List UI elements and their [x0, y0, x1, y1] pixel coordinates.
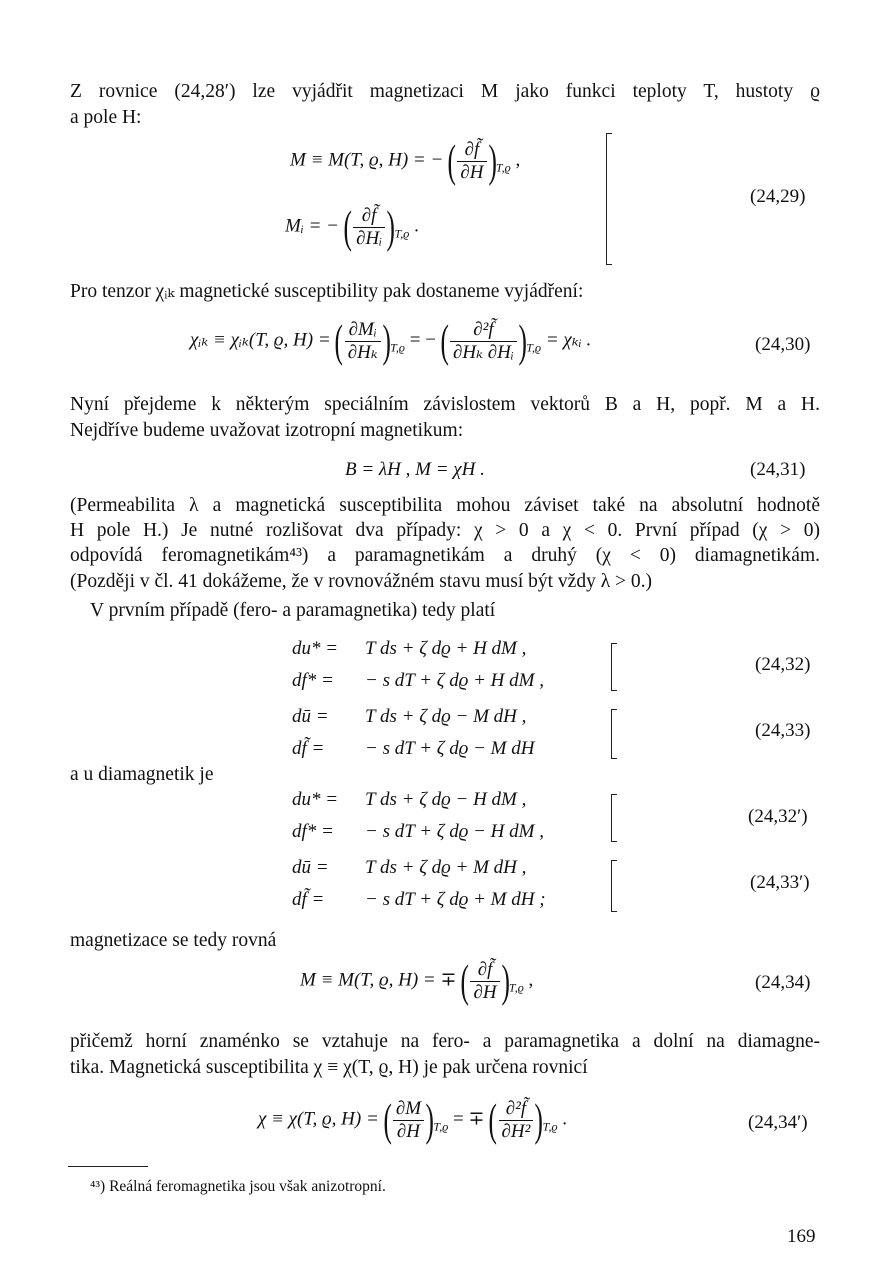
brace-24-29 — [600, 133, 607, 265]
eq-row-6-rhs: − s dT + ζ dϱ − H dM , — [365, 821, 544, 842]
equation-24-34: M ≡ M(T, ϱ, H) = ∓ ( $\frac{\partial f̃}{\partial H}$ )$_{T,ϱ}$ , — [300, 955, 534, 1006]
paragraph-intro-line2: a pole H: — [70, 107, 142, 128]
equation-number-24-34-prime: (24,34′) — [748, 1112, 808, 1133]
eq-row-2-lhs: df* = — [292, 670, 334, 691]
eq-row-5-lhs: du* = — [292, 789, 339, 810]
paragraph-first-case: V prvním případě (fero- a paramagnetika) tedy platí — [90, 600, 496, 621]
footnote-rule — [68, 1166, 148, 1167]
paragraph-intro-line1: Z rovnice (24,28′) lze vyjádřit magnetizaci M jako funkci teploty T, hustoty ϱ — [70, 81, 820, 102]
equation-number-24-32: (24,32) — [755, 654, 811, 675]
eq-row-3-lhs: dū = — [292, 706, 329, 727]
eq-row-8-rhs: − s dT + ζ dϱ + M dH ; — [365, 889, 546, 910]
eq-row-1-lhs: du* = — [292, 638, 339, 659]
brace-24-33 — [605, 709, 612, 759]
brace-24-33-prime — [605, 860, 612, 912]
equation-24-29-line2: Mᵢ = − ( $\frac{\partial f̃}{\text{∂Hᵢ}}$ )$_{T,ϱ}$ . — [285, 201, 419, 252]
brace-24-32 — [605, 643, 612, 691]
equation-24-31: B = λH , M = χH . — [345, 459, 485, 480]
eq-row-4-lhs: df̃ = — [292, 738, 325, 759]
page-number: 169 — [787, 1226, 816, 1247]
paragraph-permeability-line1: (Permeabilita λ a magnetická susceptibilita mohou záviset také na absolutní hodnotě — [70, 495, 820, 516]
paragraph-magnetization: magnetizace se tedy rovná — [70, 930, 277, 951]
eq-row-2-rhs: − s dT + ζ dϱ + H dM , — [365, 670, 544, 691]
paragraph-tensor: Pro tenzor χᵢₖ magnetické susceptibility pak dostaneme vyjádření: — [70, 281, 584, 302]
eq-row-6-lhs: df* = — [292, 821, 334, 842]
brace-24-32-prime — [605, 794, 612, 842]
eq-row-3-rhs: T ds + ζ dϱ − M dH , — [365, 706, 527, 727]
paragraph-special-line1: Nyní přejdeme k některým speciálním závislostem vektorů B a H, popř. M a H. — [70, 394, 820, 415]
equation-number-24-33-prime: (24,33′) — [750, 872, 810, 893]
equation-number-24-33: (24,33) — [755, 720, 811, 741]
equation-24-29-line1: M ≡ M(T, ϱ, H) = − ( $\frac{\partial f̃}{\partial H}$ )$_{T,ϱ}$ , — [290, 135, 521, 186]
paragraph-sign-line1: přičemž horní znaménko se vztahuje na fero- a paramagnetika a dolní na diamagne- — [70, 1031, 820, 1052]
paragraph-permeability-line2: H pole H.) Je nutné rozlišovat dva případy: χ > 0 a χ < 0. První případ (χ > 0) — [70, 520, 820, 541]
equation-number-24-31: (24,31) — [750, 459, 806, 480]
equation-number-24-30: (24,30) — [755, 334, 811, 355]
paragraph-diamagnetic: a u diamagnetik je — [70, 764, 214, 785]
eq-row-7-lhs: dū = — [292, 857, 329, 878]
eq-row-8-lhs: df̃ = — [292, 889, 325, 910]
eq-row-5-rhs: T ds + ζ dϱ − H dM , — [365, 789, 527, 810]
eq-row-4-rhs: − s dT + ζ dϱ − M dH — [365, 738, 535, 759]
equation-number-24-34: (24,34) — [755, 972, 811, 993]
paragraph-sign-line2: tika. Magnetická susceptibilita χ ≡ χ(T, ϱ, H) je pak určena rovnicí — [70, 1057, 588, 1078]
equation-number-24-29: (24,29) — [750, 186, 806, 207]
paragraph-permeability-line4: (Později v čl. 41 dokážeme, že v rovnovážném stavu musí být vždy λ > 0.) — [70, 571, 653, 592]
eq-row-1-rhs: T ds + ζ dϱ + H dM , — [365, 638, 527, 659]
equation-24-30: χᵢₖ ≡ χᵢₖ(T, ϱ, H) = ( $\frac{\text{∂Mᵢ}}{\text{∂Hₖ}}$ )$_{T,ϱ}$ = − ( $\frac{\text{∂²f̃}}{\text{∂Hₖ ∂Hᵢ}}$ )$_{T,ϱ}$ = χₖᵢ . — [190, 315, 592, 366]
paragraph-special-line2: Nejdříve budeme uvažovat izotropní magnetikum: — [70, 420, 464, 441]
footnote-43: ⁴³) Reálná feromagnetika jsou však anizotropní. — [90, 1178, 386, 1195]
eq-row-7-rhs: T ds + ζ dϱ + M dH , — [365, 857, 527, 878]
equation-number-24-32-prime: (24,32′) — [748, 806, 808, 827]
paragraph-permeability-line3: odpovídá feromagnetikám⁴³) a paramagnetikám a druhý (χ < 0) diamagnetikám. — [70, 545, 820, 566]
equation-24-34-prime: χ ≡ χ(T, ϱ, H) = ( $\frac{\partial M}{\partial H}$ )$_{T,ϱ}$ = ∓ ( $\frac{\text{∂²f̃}}{\text{∂H²}}$ )$_{T,ϱ}$ . — [258, 1094, 568, 1145]
